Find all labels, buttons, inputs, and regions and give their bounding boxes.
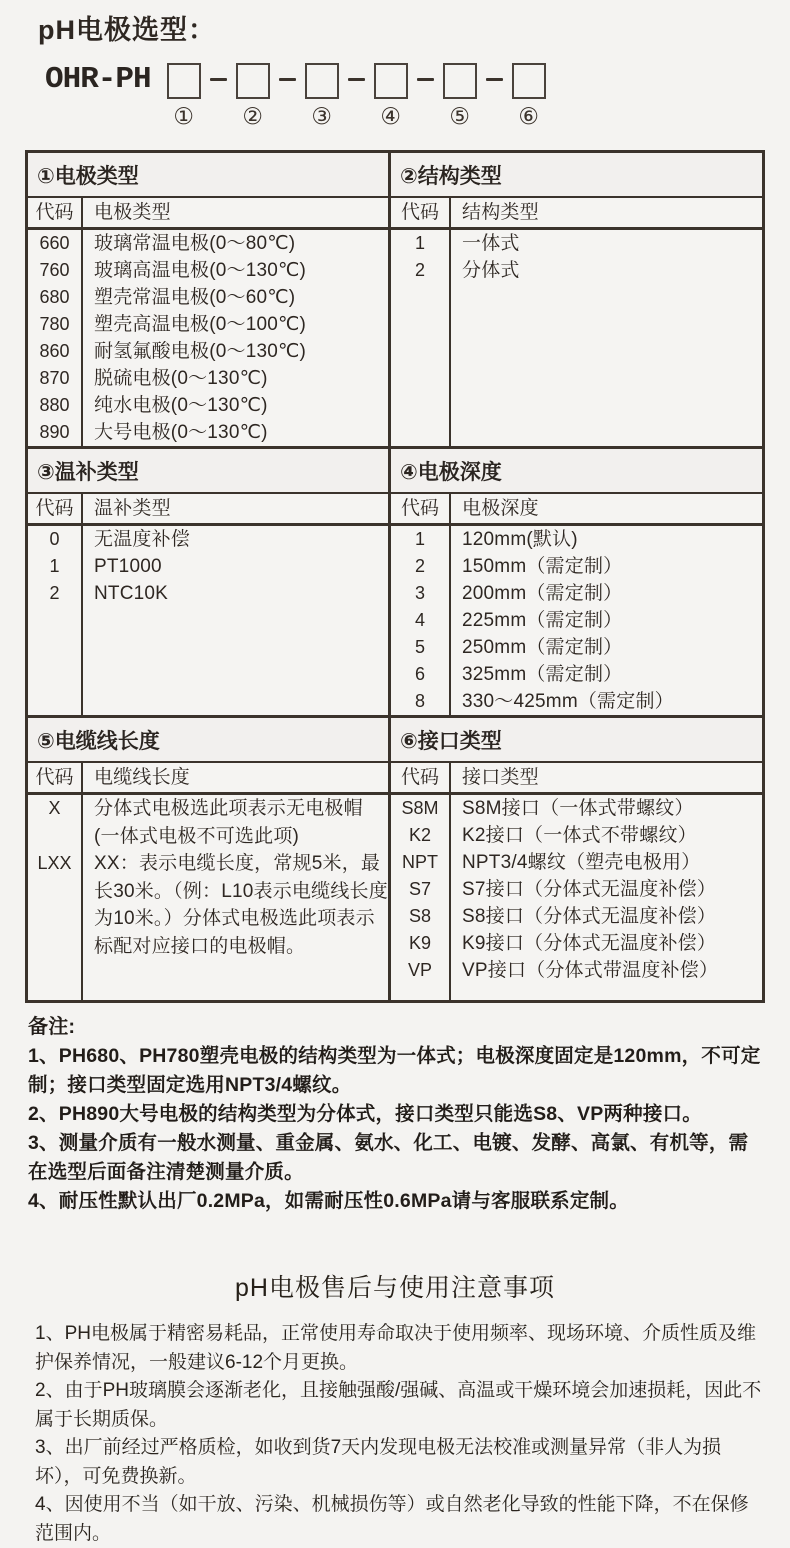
code-cell: 660 bbox=[28, 230, 83, 257]
type-header: 电极深度 bbox=[462, 498, 539, 519]
page bbox=[0, 8, 790, 1544]
table-row bbox=[28, 419, 388, 446]
remarks-block bbox=[28, 1013, 765, 1216]
section-electrode-depth bbox=[388, 449, 762, 715]
section-title: ④电极深度 bbox=[391, 449, 762, 494]
code-cell: NPT bbox=[391, 849, 451, 876]
table-row bbox=[28, 526, 388, 553]
table-row bbox=[28, 365, 388, 392]
desc-cell: 玻璃高温电极(0～130℃) bbox=[94, 260, 307, 281]
desc-cell: K9接口（分体式无温度补偿） bbox=[462, 933, 717, 954]
position-label-4: ④ bbox=[380, 103, 401, 129]
model-code-slot-2 bbox=[236, 63, 270, 128]
code-cell: S8 bbox=[391, 903, 451, 930]
filler-row bbox=[391, 284, 762, 446]
table-row bbox=[391, 526, 762, 553]
header-row bbox=[391, 198, 762, 230]
code-cell: K9 bbox=[391, 930, 451, 957]
code-cell: 3 bbox=[391, 580, 451, 607]
table-row bbox=[28, 230, 388, 257]
type-header: 结构类型 bbox=[462, 202, 539, 223]
table-row bbox=[391, 930, 762, 957]
table-row bbox=[391, 849, 762, 876]
code-cell: S8M bbox=[391, 795, 451, 822]
desc-cell: 塑壳高温电极(0～100℃) bbox=[94, 314, 307, 335]
code-cell: 2 bbox=[391, 553, 451, 580]
table-row bbox=[391, 553, 762, 580]
table-row bbox=[28, 553, 388, 580]
desc-cell: S7接口（分体式无温度补偿） bbox=[462, 879, 717, 900]
code-cell: 680 bbox=[28, 284, 83, 311]
desc-cell: NTC10K bbox=[94, 583, 169, 604]
section-cable-length bbox=[28, 718, 388, 1000]
section-electrode-type bbox=[28, 153, 388, 446]
table-row bbox=[391, 688, 762, 715]
code-cell: LXX bbox=[28, 850, 83, 960]
desc-cell: 耐氢氟酸电极(0～130℃) bbox=[94, 341, 307, 362]
aftersale-item-2: 2、由于PH玻璃膜会逐渐老化，且接触强酸/强碱、高温或干燥环境会加速损耗，因此不属于长期质保。 bbox=[35, 1380, 762, 1430]
type-header: 电缆线长度 bbox=[94, 767, 191, 788]
remark-item-4: 4、耐压性默认出厂0.2MPa，如需耐压性0.6MPa请与客服联系定制。 bbox=[28, 1190, 629, 1212]
desc-cell: 250mm（需定制） bbox=[462, 637, 623, 658]
table-row bbox=[391, 903, 762, 930]
desc-cell: 分体式电极选此项表示无电极帽(一体式电极不可选此项) bbox=[94, 798, 363, 847]
table-row bbox=[28, 392, 388, 419]
desc-cell: 一体式 bbox=[462, 233, 520, 254]
desc-cell: 150mm（需定制） bbox=[462, 556, 623, 577]
filler-row bbox=[28, 960, 388, 1000]
position-label-1: ① bbox=[173, 103, 194, 129]
section-temp-compensation bbox=[28, 449, 388, 715]
aftersale-item-4: 4、因使用不当（如干放、污染、机械损伤等）或自然老化导致的性能下降，不在保修范围内。 bbox=[35, 1494, 749, 1544]
position-label-5: ⑤ bbox=[449, 103, 470, 129]
remark-item-3: 3、测量介质有一般水测量、重金属、氨水、化工、电镀、发酵、高氯、有机等，需在选型后面备注清楚测量介质。 bbox=[28, 1132, 749, 1183]
code-header: 代码 bbox=[28, 198, 83, 227]
remark-item-1: 1、PH680、PH780塑壳电极的结构类型为一体式；电极深度固定是120mm，不可定制；接口类型固定选用NPT3/4螺纹。 bbox=[28, 1045, 761, 1096]
code-header: 代码 bbox=[28, 763, 83, 792]
aftersale-item-3: 3、出厂前经过严格质检，如收到货7天内发现电极无法校准或测量异常（非人为损坏），可免费换新。 bbox=[35, 1437, 722, 1487]
dash-separator bbox=[417, 78, 434, 81]
code-header: 代码 bbox=[391, 198, 451, 227]
section-title: ⑤电缆线长度 bbox=[28, 718, 388, 763]
code-header: 代码 bbox=[28, 494, 83, 523]
model-code-slot-4 bbox=[374, 63, 408, 128]
code-cell: 0 bbox=[28, 526, 83, 553]
code-cell: VP bbox=[391, 957, 451, 984]
desc-cell: 225mm（需定制） bbox=[462, 610, 623, 631]
code-cell: 1 bbox=[391, 230, 451, 257]
header-row bbox=[28, 494, 388, 526]
section-title: ②结构类型 bbox=[391, 153, 762, 198]
table-row bbox=[391, 795, 762, 822]
table-row bbox=[391, 822, 762, 849]
code-cell: 4 bbox=[391, 607, 451, 634]
table-row bbox=[28, 311, 388, 338]
code-cell: 870 bbox=[28, 365, 83, 392]
position-label-2: ② bbox=[242, 103, 263, 129]
code-cell: 1 bbox=[28, 553, 83, 580]
desc-cell: 325mm（需定制） bbox=[462, 664, 623, 685]
page-title: pH电极选型： bbox=[38, 15, 216, 45]
section-interface-type bbox=[388, 718, 762, 1000]
model-code-slot-3 bbox=[305, 63, 339, 128]
header-row bbox=[391, 763, 762, 795]
desc-cell: 纯水电极(0～130℃) bbox=[94, 395, 268, 416]
code-cell: K2 bbox=[391, 822, 451, 849]
type-header: 电极类型 bbox=[94, 202, 171, 223]
header-row bbox=[391, 494, 762, 526]
code-cell: 6 bbox=[391, 661, 451, 688]
code-cell: 760 bbox=[28, 257, 83, 284]
table-row bbox=[391, 876, 762, 903]
code-cell: S7 bbox=[391, 876, 451, 903]
table-row bbox=[391, 661, 762, 688]
desc-cell: 脱硫电极(0～130℃) bbox=[94, 368, 268, 389]
model-code-box-6 bbox=[512, 63, 546, 99]
model-code-box-5 bbox=[443, 63, 477, 99]
aftersale-title: pH电极售后与使用注意事项 bbox=[235, 1274, 555, 1302]
code-header: 代码 bbox=[391, 494, 451, 523]
model-code-builder bbox=[45, 63, 790, 128]
model-code-box-3 bbox=[305, 63, 339, 99]
desc-cell: 塑壳常温电极(0～60℃) bbox=[94, 287, 296, 308]
model-prefix: OHR-PH bbox=[45, 62, 151, 97]
desc-cell: 玻璃常温电极(0～80℃) bbox=[94, 233, 296, 254]
desc-cell: VP接口（分体式带温度补偿） bbox=[462, 960, 719, 981]
desc-cell: K2接口（一体式不带螺纹） bbox=[462, 825, 697, 846]
code-cell: 880 bbox=[28, 392, 83, 419]
filler-row bbox=[28, 607, 388, 715]
dash-separator bbox=[279, 78, 296, 81]
desc-cell: 大号电极(0～130℃) bbox=[94, 422, 268, 443]
table-row bbox=[28, 338, 388, 365]
code-cell: 1 bbox=[391, 526, 451, 553]
table-row bbox=[28, 850, 388, 960]
code-header: 代码 bbox=[391, 763, 451, 792]
code-cell: 2 bbox=[28, 580, 83, 607]
desc-cell: 无温度补偿 bbox=[94, 529, 191, 550]
aftersale-list bbox=[35, 1320, 762, 1548]
position-label-3: ③ bbox=[311, 103, 332, 129]
model-code-slot-1 bbox=[167, 63, 201, 128]
type-header: 接口类型 bbox=[462, 767, 539, 788]
table-band-3 bbox=[28, 715, 762, 1000]
remarks-title: 备注: bbox=[28, 1016, 76, 1038]
desc-cell: XX：表示电缆长度，常规5米，最长30米。（例：L10表示电缆线长度为10米。）分体式电极选此项表示标配对应接口的电极帽。 bbox=[94, 853, 388, 957]
header-row bbox=[28, 763, 388, 795]
desc-cell: 120mm(默认) bbox=[462, 529, 578, 550]
table-band-2 bbox=[28, 446, 762, 715]
remark-item-2: 2、PH890大号电极的结构类型为分体式，接口类型只能选S8、VP两种接口。 bbox=[28, 1103, 702, 1125]
table-band-1 bbox=[28, 153, 762, 446]
filler-row bbox=[391, 984, 762, 1000]
code-cell: 2 bbox=[391, 257, 451, 284]
desc-cell: 分体式 bbox=[462, 260, 520, 281]
table-row bbox=[28, 257, 388, 284]
table-row bbox=[391, 580, 762, 607]
code-cell: 860 bbox=[28, 338, 83, 365]
table-row bbox=[391, 257, 762, 284]
table-row bbox=[28, 284, 388, 311]
table-row bbox=[391, 230, 762, 257]
position-label-6: ⑥ bbox=[518, 103, 539, 129]
table-row bbox=[391, 634, 762, 661]
code-cell: X bbox=[28, 795, 83, 850]
code-cell: 890 bbox=[28, 419, 83, 446]
desc-cell: S8接口（分体式无温度补偿） bbox=[462, 906, 717, 927]
section-title: ③温补类型 bbox=[28, 449, 388, 494]
table-row bbox=[28, 580, 388, 607]
table-row bbox=[391, 957, 762, 984]
model-code-slot-6 bbox=[512, 63, 546, 128]
dash-separator bbox=[348, 78, 365, 81]
model-code-box-2 bbox=[236, 63, 270, 99]
model-code-box-1 bbox=[167, 63, 201, 99]
section-title: ⑥接口类型 bbox=[391, 718, 762, 763]
dash-separator bbox=[210, 78, 227, 81]
table-row bbox=[391, 607, 762, 634]
header-row bbox=[28, 198, 388, 230]
model-code-slot-5 bbox=[443, 63, 477, 128]
dash-separator bbox=[486, 78, 503, 81]
type-header: 温补类型 bbox=[94, 498, 171, 519]
section-structure-type bbox=[388, 153, 762, 446]
aftersale-item-1: 1、PH电极属于精密易耗品，正常使用寿命取决于使用频率、现场环境、介质性质及维护保养情况，一般建议6-12个月更换。 bbox=[35, 1323, 756, 1373]
desc-cell: S8M接口（一体式带螺纹） bbox=[462, 798, 694, 819]
desc-cell: 200mm（需定制） bbox=[462, 583, 623, 604]
desc-cell: 330～425mm（需定制） bbox=[462, 691, 674, 712]
desc-cell: PT1000 bbox=[94, 556, 162, 577]
section-title: ①电极类型 bbox=[28, 153, 388, 198]
table-row bbox=[28, 795, 388, 850]
code-cell: 5 bbox=[391, 634, 451, 661]
model-code-box-4 bbox=[374, 63, 408, 99]
code-cell: 780 bbox=[28, 311, 83, 338]
selector-table bbox=[25, 150, 765, 1003]
code-cell: 8 bbox=[391, 688, 451, 715]
desc-cell: NPT3/4螺纹（塑壳电极用） bbox=[462, 852, 701, 873]
